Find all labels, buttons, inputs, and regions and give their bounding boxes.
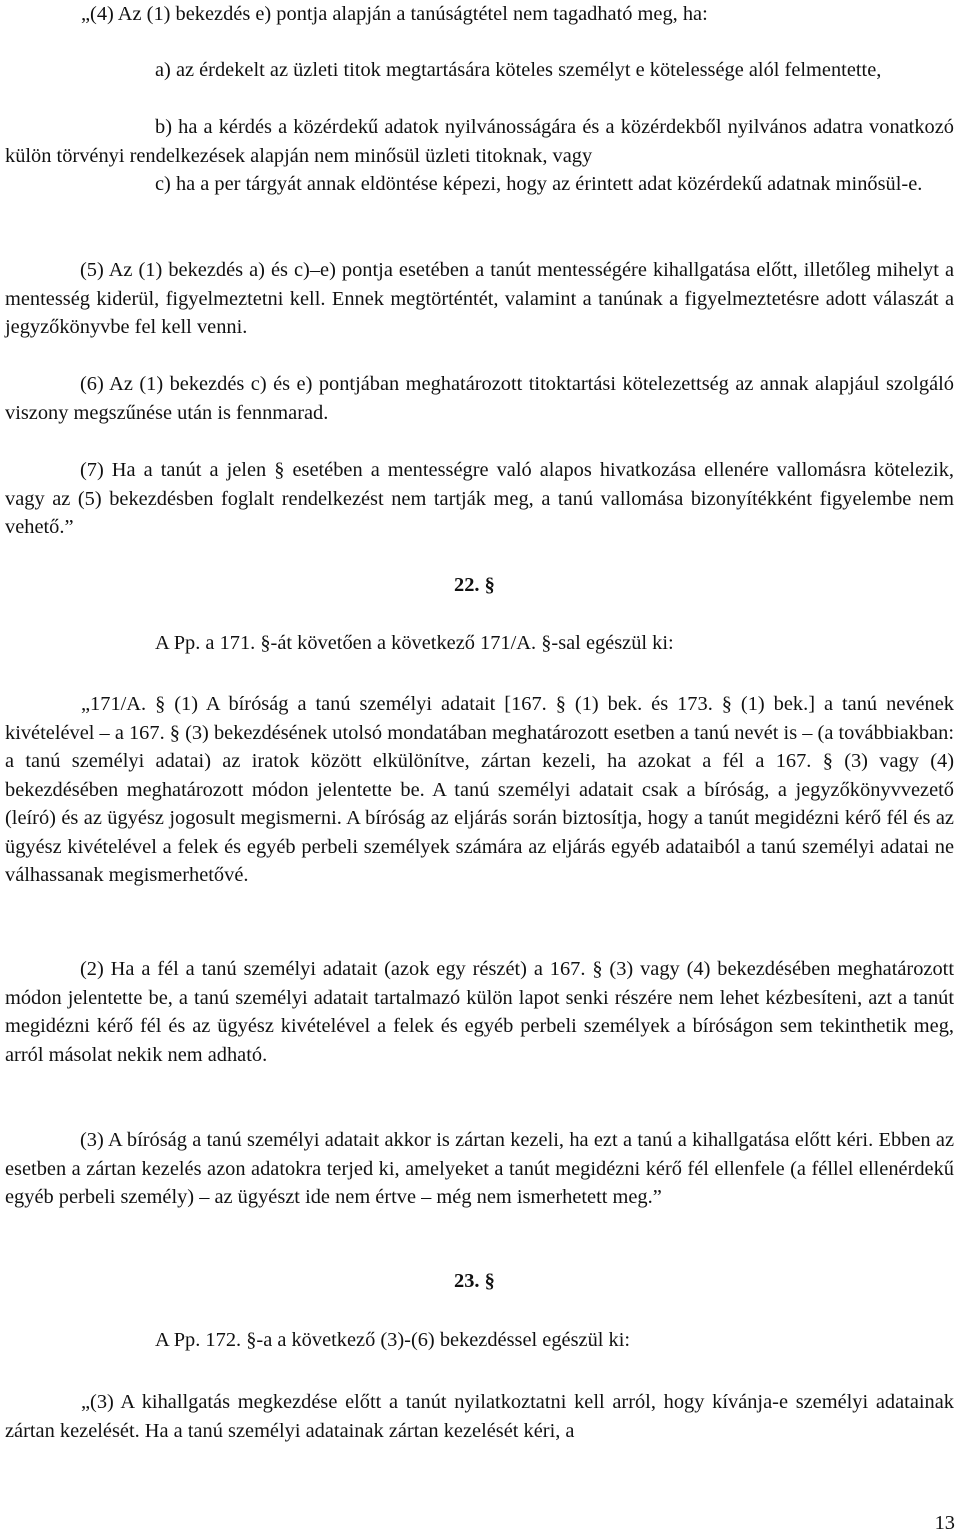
paragraph-7: (7) Ha a tanút a jelen § esetében a mentességre való alapos hivatkozása ellenére vallomásra kötelezik, vagy az (5) bekezdésben foglalt rendelkezést nem tartják meg, a tanú vallomása bizonyítékként figyelembe nem vehető.” [5,459,954,538]
section-23-intro: A Pp. 172. §-a a következő (3)-(6) bekezdéssel egészül ki: [155,1329,631,1351]
section-171a-paragraph-1: „171/A. § (1) A bíróság a tanú személyi adatait [167. § (1) bek. és 173. § (1) bek.] a tanú nevének kivételével – a 167. § (3) bekezdésének utolsó mondatában meghatározott esetben a tanú nevét is – (a továbbiakban: a tanú személyi adatai) az iratok között elkülönítve, zártan kezeli, ha azokat a fél a 167. § (3) vagy (4) bekezdésében meghatározott módon jelentette be. A tanú személyi adatait csak a bíróság, a jegyzőkönyvvezető (leíró) és az ügyész jogosult megismerni. A bíróság az eljárás során biztosítja, hogy a tanút megidézni kérő fél és az ügyész kivételével a felek és egyéb perbeli személyek számára az eljárás egyéb adataiból a tanú személyi adatai ne válhassanak megismerhetővé. [5,693,954,886]
paragraph-6: (6) Az (1) bekezdés c) és e) pontjában meghatározott titoktartási kötelezettség az annak alapjául szolgáló viszony megszűnése után is fennmarad. [5,373,954,424]
section-171a-paragraph-3: (3) A bíróság a tanú személyi adatait akkor is zártan kezeli, ha ezt a tanú a kihallgatása előtt kéri. Ebben az esetben a zártan kezelés azon adatokra terjed ki, amelyeket a tanút megidézni kérő fél ellenfele (a féllel ellenérdekű egyéb perbeli személy) – az ügyészt ide nem értve – még nem ismerhetett meg.” [5,1129,954,1208]
paragraph-4-intro: „(4) Az (1) bekezdés e) pontja alapján a tanúságtétel nem tagadható meg, ha: [81,3,708,25]
paragraph-4-point-c: c) ha a per tárgyát annak eldöntése képezi, hogy az érintett adat közérdekű adatnak minősül-e. [155,173,923,195]
section-171a-paragraph-2: (2) Ha a fél a tanú személyi adatait (azok egy részét) a 167. § (3) vagy (4) bekezdésében meghatározott módon jelentette be, a tanú személyi adatait tartalmazó külön lapot senki részére nem lehet kézbesíteni, azt a tanút megidézni kérő fél és az ügyész kivételével a felek és egyéb perbeli személyek a bíróságon sem tekinthetik meg, arról másolat nekik nem adható. [5,958,954,1066]
paragraph-5: (5) Az (1) bekezdés a) és c)–e) pontja esetében a tanút mentességére kihallgatása előtt, illetőleg mihelyt a mentesség kiderül, figyelmeztetni kell. Ennek megtörténtét, valamint a tanúnak a figyelmeztetésre adott válaszát a jegyzőkönyvbe fel kell venni. [5,259,954,338]
paragraph-4-point-b: b) ha a kérdés a közérdekű adatok nyilvánosságára és a közérdekből nyilvános adatra vonatkozó külön törvényi rendelkezések alapján nem minősül üzleti titoknak, vagy [5,116,954,167]
page-number: 13 [934,1512,955,1534]
section-23-heading: 23. § [454,1270,495,1292]
section-22-intro: A Pp. a 171. §-át követően a következő 171/A. §-sal egészül ki: [155,632,674,654]
section-172-paragraph-3: „(3) A kihallgatás megkezdése előtt a tanút nyilatkoztatni kell arról, hogy kívánja-e személyi adatainak zártan kezelését. Ha a tanú személyi adatainak zártan kezelését kéri, a [5,1391,954,1442]
section-22-heading: 22. § [454,574,495,596]
paragraph-4-point-a: a) az érdekelt az üzleti titok megtartására köteles személyt e kötelessége alól felmentette, [155,59,882,81]
